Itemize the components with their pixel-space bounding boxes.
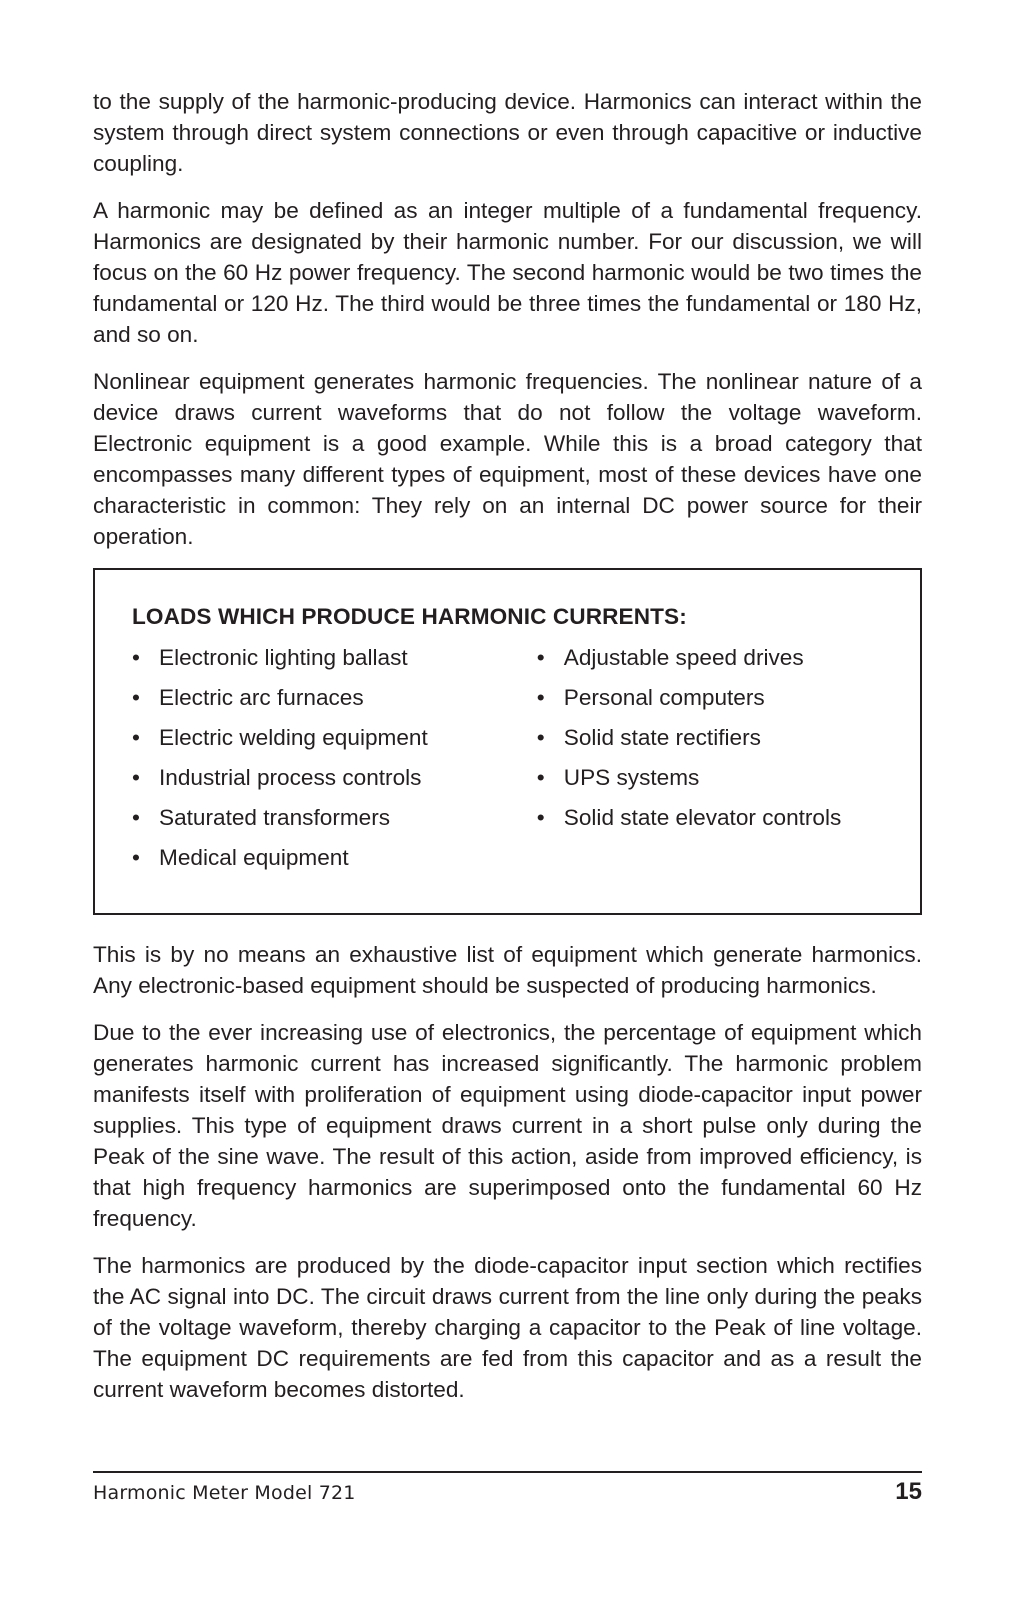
paragraph-nonlinear-equipment: Nonlinear equipment generates harmonic frequencies. The nonlinear nature of a device draws current waveforms that do not follow the voltage waveform. Electronic equipment is a good example. While this is a broad category that encompasses many different types of equipment, most of these devices have one characteristic in common: They rely on an internal DC power source for their operation.: [93, 369, 922, 549]
list-item: [537, 804, 884, 832]
footer-title: Harmonic Meter Model 721: [93, 1482, 356, 1504]
bullet-icon: •: [132, 645, 140, 670]
list-item-text: Solid state elevator controls: [563, 805, 842, 830]
harmonic-loads-heading: LOADS WHICH PRODUCE HARMONIC CURRENTS:: [132, 604, 687, 629]
list-item-text: Industrial process controls: [159, 765, 422, 790]
paragraph-harmonic-definition: A harmonic may be defined as an integer multiple of a fundamental frequency. Harmonics are designated by their harmonic number. For our discussion, we will focus on the 60 Hz power frequency. The second harmonic would be two times the fundamental or 120 Hz. The third would be three times the fundamental or 180 Hz, and so on.: [93, 198, 922, 347]
bullet-icon: •: [132, 765, 140, 790]
harmonic-loads-box: [93, 568, 922, 915]
list-item-text: Personal computers: [563, 685, 765, 710]
paragraph-diode-capacitor: The harmonics are produced by the diode-capacitor input section which rectifies the AC signal into DC. The circuit draws current from the line only during the peaks of the voltage waveform, thereby charging a capacitor to the Peak of line voltage. The equipment DC requirements are fed from this capacitor and as a result the current waveform becomes distorted.: [93, 1253, 922, 1402]
bullet-icon: •: [536, 765, 545, 790]
list-item-text: Saturated transformers: [159, 805, 391, 830]
list-item: [132, 804, 537, 832]
list-item-text: Adjustable speed drives: [563, 645, 804, 670]
bullet-icon: •: [536, 645, 545, 670]
list-item: [132, 644, 537, 672]
harmonic-loads-right-list: [537, 644, 884, 884]
bullet-icon: •: [132, 805, 140, 830]
harmonic-loads-left-list: [132, 644, 537, 884]
list-item-text: Electric welding equipment: [159, 725, 428, 750]
list-item-text: Medical equipment: [159, 845, 349, 870]
list-item: [132, 844, 537, 872]
list-item: [132, 724, 537, 752]
page-footer: [93, 1471, 922, 1507]
bullet-icon: •: [536, 685, 545, 710]
list-item: [537, 724, 884, 752]
bullet-icon: •: [536, 805, 545, 830]
list-item: [537, 644, 884, 672]
list-item: [132, 764, 537, 792]
bullet-icon: •: [132, 725, 140, 750]
page-number: 15: [895, 1478, 922, 1505]
list-item-text: UPS systems: [563, 765, 700, 790]
paragraph-exhaustive-list: This is by no means an exhaustive list of equipment which generate harmonics. Any electronic-based equipment should be suspected of producing harmonics.: [93, 942, 922, 998]
list-item: [537, 684, 884, 712]
harmonic-loads-columns: [132, 644, 884, 884]
bullet-icon: •: [132, 685, 140, 710]
paragraph-supply-interaction: to the supply of the harmonic-producing device. Harmonics can interact within the system through direct system connections or even through capacitive or inductive coupling.: [93, 89, 922, 176]
page-body: [93, 86, 922, 1405]
list-item-text: Electric arc furnaces: [159, 685, 364, 710]
paragraph-electronics-increase: Due to the ever increasing use of electronics, the percentage of equipment which generates harmonic current has increased significantly. The harmonic problem manifests itself with proliferation of equipment using diode-capacitor input power supplies. This type of equipment draws current in a short pulse only during the Peak of the sine wave. The result of this action, aside from improved efficiency, is that high frequency harmonics are superimposed onto the fundamental 60 Hz frequency.: [93, 1020, 922, 1231]
bullet-icon: •: [536, 725, 545, 750]
list-item-text: Electronic lighting ballast: [159, 645, 408, 670]
bullet-icon: •: [132, 845, 140, 870]
list-item: [132, 684, 537, 712]
list-item-text: Solid state rectifiers: [563, 725, 761, 750]
list-item: [537, 764, 884, 792]
